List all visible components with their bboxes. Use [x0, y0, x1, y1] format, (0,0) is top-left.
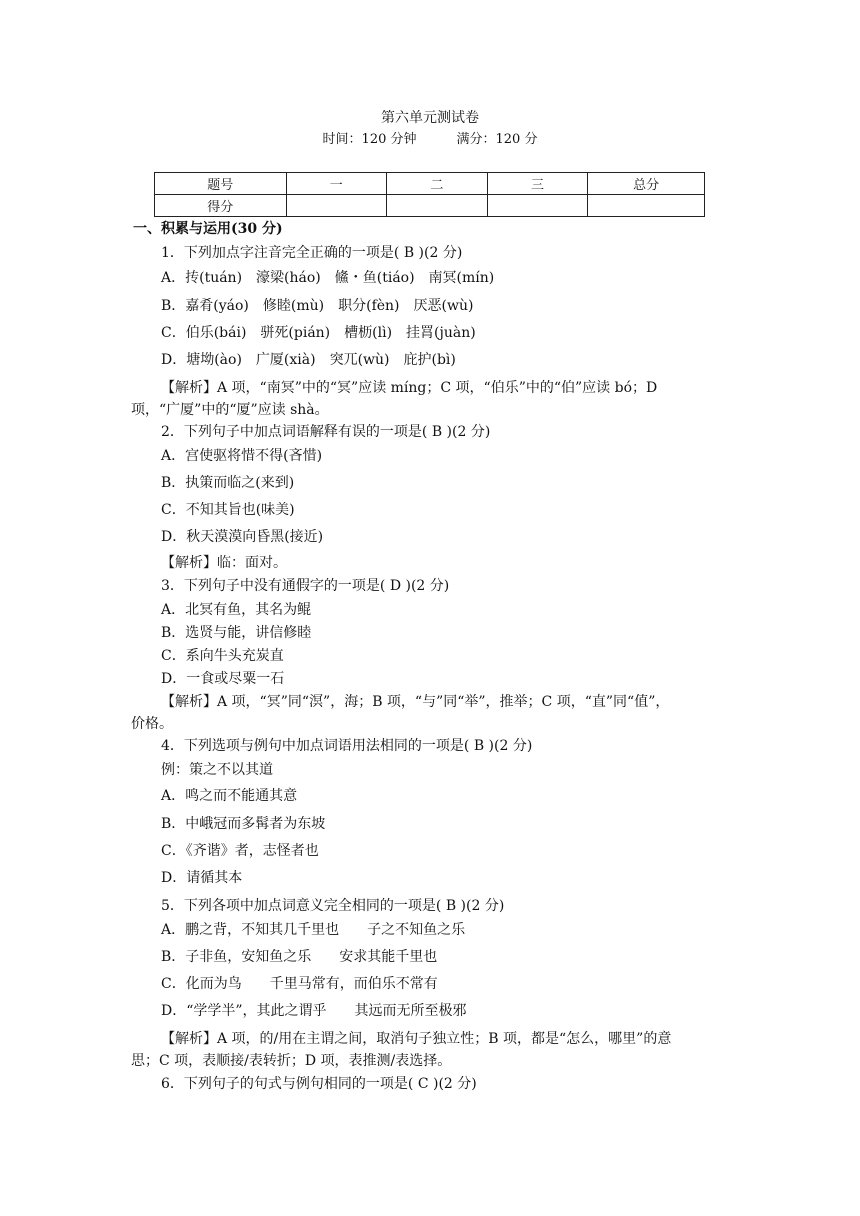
- option-c: C．伯乐(bái) 骈死(pián) 槽枥(lì) 挂罥(juàn): [161, 325, 476, 341]
- explanation: 【解析】A 项，“冥”同“溟”，海；B 项，“与”同“举”，推举；C 项，“直”同“值”，: [161, 694, 670, 710]
- question-stem: 6．下列句子的句式与例句相同的一项是( C )(2 分): [161, 1076, 477, 1092]
- option-b: B．中峨冠而多髯者为东坡: [161, 816, 326, 832]
- exam-time: 时间：120 分钟: [322, 132, 417, 147]
- option-c: C．不知其旨也(味美): [161, 502, 295, 518]
- option-d: D．请循其本: [161, 870, 243, 886]
- option-b: B．选贤与能，讲信修睦: [161, 625, 312, 641]
- header-cell: 二: [387, 173, 488, 195]
- option-d: D．“学学半”，其此之谓乎 其远而无所至极邪: [161, 1003, 467, 1019]
- option-b: B．执策而临之(来到): [161, 475, 295, 491]
- header-cell: 总分: [588, 173, 705, 195]
- option-a: A．抟(tuán) 濠梁(háo) 鯈・鱼(tiáo) 南冥(mín): [161, 270, 495, 286]
- section-heading: 一、积累与运用(30 分): [133, 221, 283, 237]
- score-table-score-row: [155, 195, 705, 217]
- option-c: C．系向牛头充炭直: [161, 648, 284, 664]
- question-stem: 5．下列各项中加点词意义完全相同的一项是( B )(2 分): [161, 898, 505, 914]
- score-input-cell[interactable]: [286, 195, 387, 217]
- exam-full-score: 满分：120 分: [456, 132, 538, 147]
- option-d: D．一食或尽粟一石: [161, 671, 285, 687]
- explanation-cont: 思；C 项，表顺接/表转折；D 项，表推测/表选择。: [131, 1053, 452, 1069]
- score-input-cell[interactable]: [387, 195, 488, 217]
- option-d: D．塘坳(ào) 广厦(xià) 突兀(wù) 庇护(bì): [161, 352, 456, 368]
- option-b: B．嘉肴(yáo) 修睦(mù) 职分(fèn) 厌恶(wù): [161, 298, 474, 314]
- option-d: D．秋天漠漠向昏黑(接近): [161, 529, 324, 545]
- header-cell: 三: [487, 173, 588, 195]
- explanation-cont: 项，“广厦”中的“厦”应读 shà。: [131, 402, 329, 418]
- explanation-cont: 价格。: [131, 716, 173, 732]
- page-title: 第六单元测试卷: [381, 110, 479, 126]
- option-c: C．化而为鸟 千里马常有，而伯乐不常有: [161, 976, 438, 992]
- explanation: 【解析】A 项，“南冥”中的“冥”应读 míng；C 项，“伯乐”中的“伯”应读 bó；D: [161, 380, 658, 396]
- score-table: [154, 172, 705, 217]
- option-c: C．《齐谐》者，志怪者也: [161, 843, 319, 859]
- option-b: B．子非鱼，安知鱼之乐 安求其能千里也: [161, 949, 438, 965]
- score-input-cell[interactable]: [487, 195, 588, 217]
- option-a: A．鹏之背，不知其几千里也 子之不知鱼之乐: [161, 922, 466, 938]
- example-sentence: 例：策之不以其道: [161, 762, 273, 778]
- question-stem: 2．下列句子中加点词语解释有误的一项是( B )(2 分): [161, 424, 491, 440]
- option-a: A．鸣之而不能通其意: [161, 788, 298, 804]
- exam-info: [0, 130, 860, 150]
- score-table-header-row: [155, 173, 705, 195]
- question-stem: 3．下列句子中没有通假字的一项是( D )(2 分): [161, 578, 450, 594]
- score-row-label: 得分: [155, 195, 287, 217]
- question-stem: 1．下列加点字注音完全正确的一项是( B )(2 分): [161, 245, 463, 261]
- explanation: 【解析】A 项，的/用在主谓之间，取消句子独立性；B 项，都是“怎么，哪里”的意: [161, 1031, 672, 1047]
- score-input-cell[interactable]: [588, 195, 705, 217]
- option-a: A．北冥有鱼，其名为鲲: [161, 602, 312, 618]
- explanation: 【解析】临：面对。: [161, 555, 287, 571]
- header-cell: 一: [286, 173, 387, 195]
- header-cell: 题号: [155, 173, 287, 195]
- option-a: A．宫使驱将惜不得(吝惜): [161, 448, 323, 464]
- question-stem: 4．下列选项与例句中加点词语用法相同的一项是( B )(2 分): [161, 738, 533, 754]
